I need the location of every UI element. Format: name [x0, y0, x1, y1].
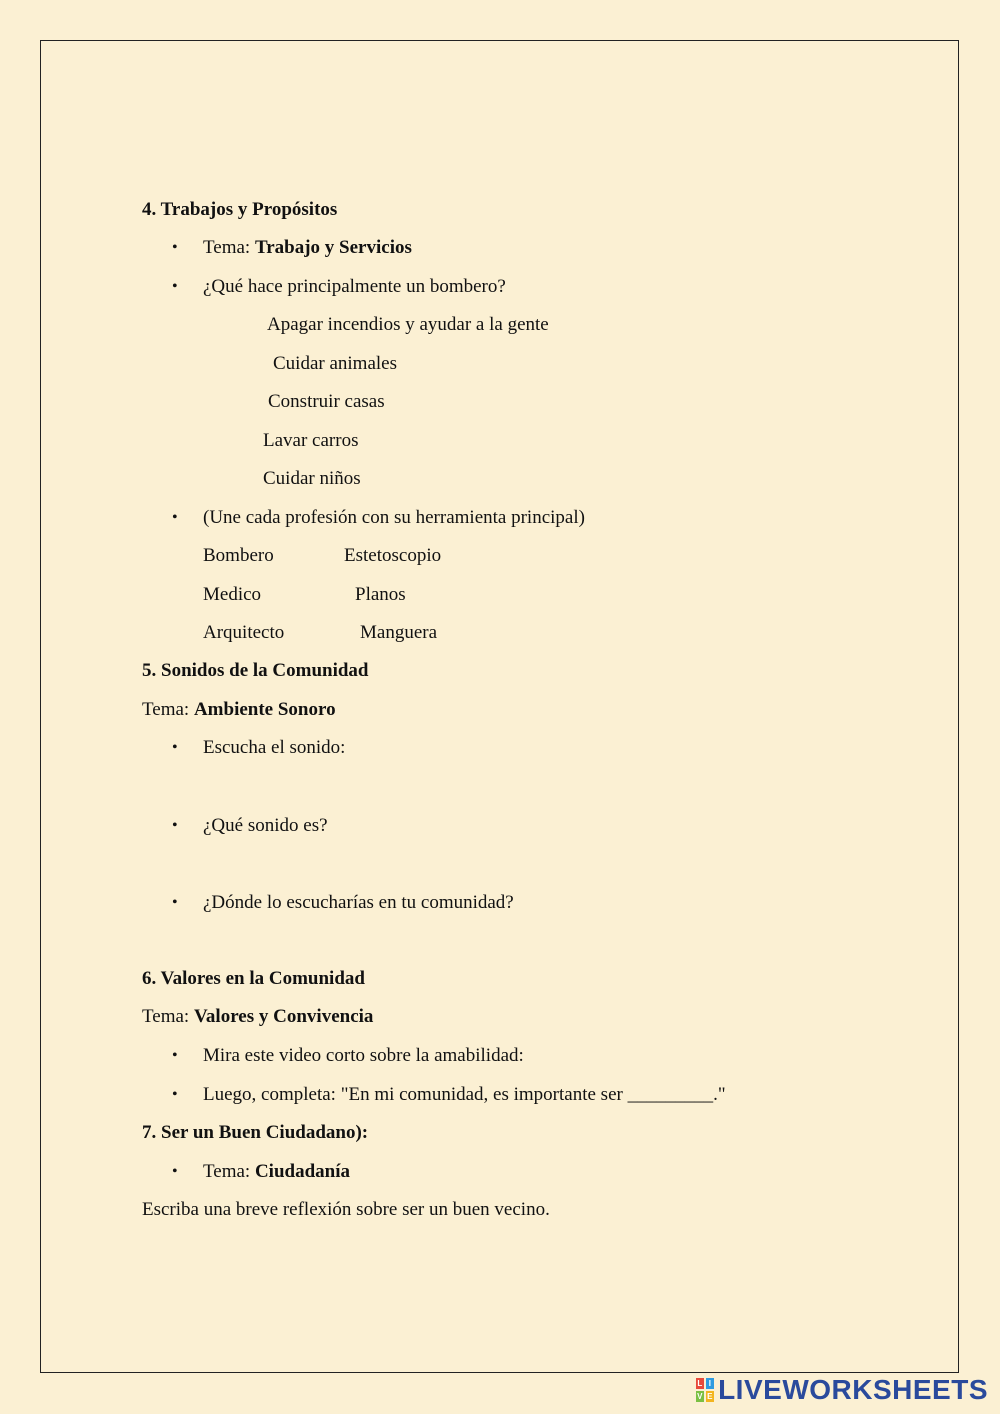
profession-item[interactable]: Arquitecto — [203, 622, 285, 643]
tema-value: Trabajo y Servicios — [254, 237, 412, 258]
liveworksheets-brand — [696, 1372, 988, 1408]
tema-label: Tema: — [142, 1006, 190, 1027]
tool-item[interactable]: Planos — [355, 584, 406, 605]
profession-item[interactable]: Bombero — [203, 545, 274, 566]
tool-item[interactable]: Estetoscopio — [344, 545, 442, 566]
section-4-heading: 4. Trabajos y Propósitos — [142, 199, 338, 220]
section-6-heading: 6. Valores en la Comunidad — [142, 968, 365, 989]
tema-label: Tema: — [203, 237, 251, 258]
sound-item: Escucha el sonido: — [203, 737, 346, 758]
tema-value: Ambiente Sonoro — [193, 699, 336, 720]
option-5[interactable]: Cuidar niños — [263, 468, 361, 489]
question-bombero: ¿Qué hace principalmente un bombero? — [203, 276, 506, 297]
tema-label: Tema: — [203, 1161, 251, 1182]
bullet: • — [172, 239, 178, 256]
bullet: • — [172, 509, 178, 526]
section-5-tema — [142, 699, 336, 721]
bullet: • — [172, 278, 178, 295]
option-4[interactable]: Lavar carros — [263, 430, 359, 451]
values-item: Mira este video corto sobre la amabilidad: — [203, 1045, 524, 1066]
section-4-tema — [203, 237, 412, 259]
liveworksheets-logo-icon: L I V E — [697, 1379, 713, 1401]
match-instruction: (Une cada profesión con su herramienta principal) — [203, 507, 585, 528]
bullet: • — [172, 817, 178, 834]
section-7-tema — [203, 1161, 350, 1183]
option-2[interactable]: Cuidar animales — [273, 353, 397, 374]
bullet: • — [172, 1163, 178, 1180]
option-3[interactable]: Construir casas — [268, 391, 385, 412]
bullet: • — [172, 1047, 178, 1064]
bullet: • — [172, 1086, 178, 1103]
values-item: Luego, completa: "En mi comunidad, es importante ser _________." — [203, 1084, 726, 1105]
profession-item[interactable]: Medico — [203, 584, 262, 605]
option-1[interactable]: Apagar incendios y ayudar a la gente — [267, 314, 549, 335]
sound-item: ¿Dónde lo escucharías en tu comunidad? — [203, 892, 514, 913]
bullet: • — [172, 739, 178, 756]
section-5-heading: 5. Sonidos de la Comunidad — [142, 660, 369, 681]
tema-label: Tema: — [142, 699, 190, 720]
reflection-prompt: Escriba una breve reflexión sobre ser un buen vecino. — [142, 1199, 550, 1220]
bullet: • — [172, 894, 178, 911]
tool-item[interactable]: Manguera — [360, 622, 438, 643]
brand-text: LIVEWORKSHEETS — [718, 1374, 988, 1405]
tema-value: Ciudadanía — [254, 1161, 350, 1182]
section-6-tema — [142, 1006, 373, 1028]
sound-item: ¿Qué sonido es? — [203, 815, 328, 836]
section-7-heading: 7. Ser un Buen Ciudadano): — [142, 1122, 369, 1143]
tema-value: Valores y Convivencia — [193, 1006, 374, 1027]
